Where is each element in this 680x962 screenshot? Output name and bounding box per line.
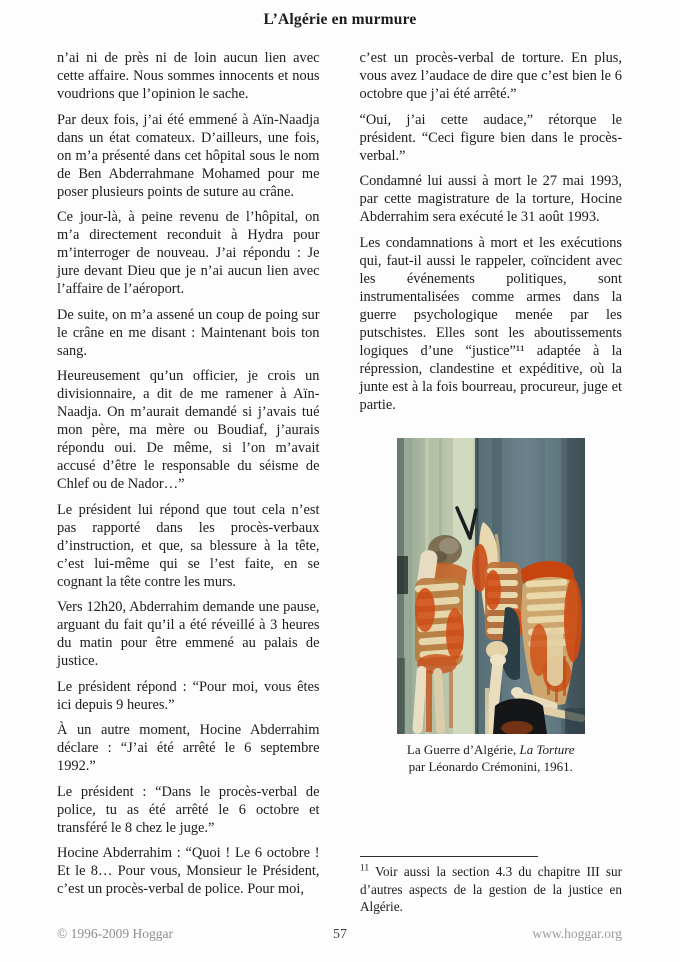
- paragraph: Vers 12h20, Abderrahim demande une pause, arguant du fait qu’il a été réveillé à 3 heures du matin pour être emmené au palais de justice.: [57, 599, 320, 669]
- website-url: www.hoggar.org: [532, 926, 622, 941]
- paragraph: Les condamnations à mort et les exécutions qui, faut-il aussi le rappeler, coïncident avec les événements politiques, sont instrumentalisées comme armes dans la guerre psychologique menée par les putschistes. Elles sont les aboutissements logiques d’une “justice”¹¹ adaptée à la répression, clandestine et expéditive, où la junte est à la fois bourreau, procureur, juge et partie.: [359, 234, 622, 413]
- paragraph: n’ai ni de près ni de loin aucun lien avec cette affaire. Nous sommes innocents et nous voudrions que l’opinion le sache.: [57, 50, 320, 102]
- page-footer: [0, 926, 680, 946]
- paragraph: À un autre moment, Hocine Abderrahim déclare : “J’ai été arrêté le 6 septembre 1992.”: [57, 722, 320, 774]
- footnote-separator: [360, 856, 538, 857]
- figure-painting: [360, 438, 623, 775]
- paragraph: Le président : “Dans le procès-verbal de police, tu as été arrêté le 6 octobre et transféré le 8 chez le juge.”: [57, 783, 320, 836]
- paragraph: “Oui, j’ai cette audace,” rétorque le président. “Ceci figure bien dans le procès-verbal.”: [359, 111, 622, 164]
- left-column: [57, 49, 320, 906]
- paragraph: Condamné lui aussi à mort le 27 mai 1993, par cette magistrature de la torture, Hocine Abderrahim sera exécuté le 31 août 1993.: [359, 173, 622, 225]
- painting-la-torture-image: [397, 438, 585, 734]
- caption-title-italic: La Torture: [519, 741, 575, 757]
- right-column: [360, 49, 623, 906]
- copyright-text: © 1996-2009 Hoggar: [57, 926, 173, 941]
- footnote-body: Voir aussi la section 4.3 du chapitre III sur d’autres aspects de la gestion de la justice en Algérie.: [360, 864, 622, 914]
- paragraph: Heureusement qu’un officier, je crois un divisionnaire, a dit de me ramener à Aïn-Naadja. On m’aurait demandé si j’avais tué mon père, ma mère ou Boudiaf, j’aurais répondu oui. De même, si l’on m’avait accusé d’être le responsable du séisme de Chlef ou de Nador…”: [57, 368, 320, 492]
- paragraph: Ce jour-là, à peine revenu de l’hôpital, on m’a directement reconduit à Hydra pour m’interroger de nouveau. J’ai répondu : Je jure devant Dieu que je n’ai aucun lien avec l’affaire de l’aéroport.: [57, 209, 320, 297]
- figure-caption: [360, 741, 623, 775]
- paragraph: Hocine Abderrahim : “Quoi ! Le 6 octobre ! Et le 8… Pour vous, Monsieur le Président, c’est un procès-verbal de police. Pour moi,: [57, 845, 320, 897]
- page-number: 57: [333, 927, 347, 942]
- paragraph: Le président répond : “Pour moi, vous êtes ici depuis 9 heures.”: [57, 678, 320, 713]
- paragraph: Par deux fois, j’ai été emmené à Aïn-Naadja dans un état comateux. D’ailleurs, une fois, on m’a présenté dans cet hôpital sous le nom de Ben Abderrahmane Mohamed pour me poser plusieurs points de suture au crâne.: [57, 111, 320, 200]
- footnote-text: [360, 863, 622, 916]
- paragraph: c’est un procès-verbal de torture. En plus, vous avez l’audace de dire que c’est bien le 6 octobre que j’ai été arrêté.”: [359, 50, 622, 102]
- footnote-marker: 11: [360, 863, 370, 874]
- caption-credit: par Léonardo Crémonini, 1961.: [408, 758, 573, 774]
- text-columns: [57, 49, 622, 906]
- paragraph: De suite, on m’a assené un coup de poing sur le crâne en me disant : Maintenant bois ton sang.: [57, 306, 320, 359]
- running-header: L’Algérie en murmure: [263, 11, 417, 28]
- caption-title: La Guerre d’Algérie,: [406, 741, 520, 757]
- footnote: [360, 856, 622, 916]
- paragraph: Le président lui répond que tout cela n’est pas rapporté dans les procès-verbaux d’instruction, et que, sa blessure à la tête, c’est lui-même qui se l’est faite, en se cognant la tête contre les murs.: [57, 501, 320, 590]
